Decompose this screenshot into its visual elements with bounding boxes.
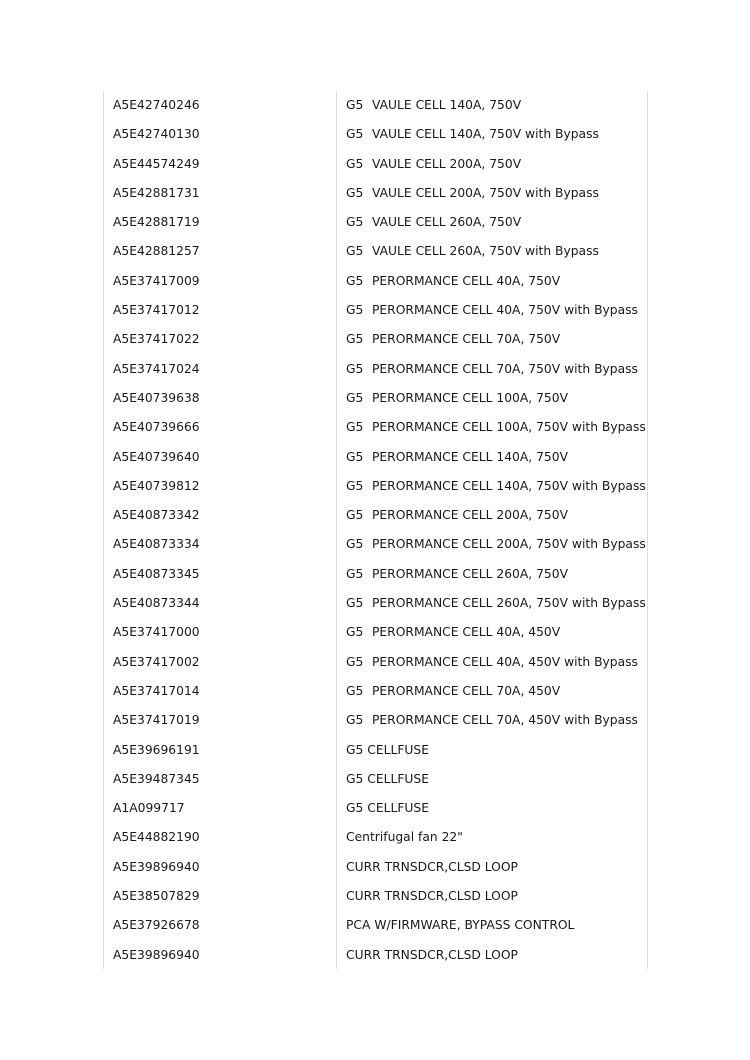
- table-row: [103, 765, 648, 794]
- description-text: G5 CELLFUSE: [346, 801, 429, 816]
- series-prefix: G5: [346, 185, 364, 200]
- description-text: PCA W/FIRMWARE, BYPASS CONTROL: [346, 918, 575, 933]
- table-row: [103, 384, 648, 413]
- series-prefix: G5: [346, 361, 364, 376]
- description-cell: [336, 823, 648, 852]
- series-prefix: G5: [346, 508, 364, 523]
- table-row: [103, 120, 648, 149]
- table-row: [103, 560, 648, 589]
- description-text: PERORMANCE CELL 70A, 450V: [372, 683, 561, 698]
- table-row: [103, 794, 648, 823]
- description-cell: [336, 150, 648, 179]
- description-cell: [336, 325, 648, 354]
- series-prefix: G5: [346, 244, 364, 259]
- description-cell: [336, 736, 648, 765]
- table-row: [103, 736, 648, 765]
- description-text: PERORMANCE CELL 40A, 750V with Bypass: [372, 303, 638, 318]
- series-prefix: G5: [346, 273, 364, 288]
- part-number-cell: A5E37417022: [113, 332, 200, 347]
- table-row: [103, 530, 648, 559]
- part-number-cell: A5E37417002: [113, 654, 200, 669]
- description-text: PERORMANCE CELL 200A, 750V: [372, 508, 568, 523]
- description-text: PERORMANCE CELL 100A, 750V: [372, 390, 568, 405]
- description-cell: [336, 501, 648, 530]
- description-text: G5 CELLFUSE: [346, 742, 429, 757]
- description-text: PERORMANCE CELL 70A, 750V: [372, 332, 561, 347]
- description-cell: [336, 237, 648, 266]
- description-cell: [336, 911, 648, 940]
- part-number-cell: A5E40873345: [113, 566, 200, 581]
- table-row: [103, 706, 648, 735]
- description-cell: [336, 91, 648, 120]
- description-cell: [336, 413, 648, 442]
- part-number-cell: A5E42881257: [113, 244, 200, 259]
- part-number-cell: A5E42740246: [113, 98, 200, 112]
- description-text: CURR TRNSDCR,CLSD LOOP: [346, 947, 518, 962]
- part-number-cell: A5E42740130: [113, 127, 200, 142]
- table-row: [103, 589, 648, 618]
- description-cell: [336, 384, 648, 413]
- description-text: VAULE CELL 140A, 750V: [372, 98, 522, 112]
- part-number-cell: A5E40739638: [113, 390, 200, 405]
- description-cell: [336, 267, 648, 296]
- part-number-cell: A5E44574249: [113, 156, 200, 171]
- part-number-cell: A5E37926678: [113, 918, 200, 933]
- description-cell: [336, 472, 648, 501]
- part-number-cell: A5E37417012: [113, 303, 200, 318]
- part-number-cell: A5E37417000: [113, 625, 200, 640]
- part-number-cell: A5E42881719: [113, 215, 200, 230]
- series-prefix: G5: [346, 98, 364, 112]
- series-prefix: G5: [346, 625, 364, 640]
- table-row: [103, 443, 648, 472]
- table-row: [103, 296, 648, 325]
- description-text: PERORMANCE CELL 260A, 750V with Bypass: [372, 596, 646, 611]
- table-row: [103, 823, 648, 852]
- description-cell: [336, 677, 648, 706]
- parts-table-sheet: [103, 91, 648, 969]
- table-row: [103, 618, 648, 647]
- table-row: [103, 179, 648, 208]
- series-prefix: G5: [346, 713, 364, 728]
- table-row: [103, 648, 648, 677]
- part-number-cell: A5E42881731: [113, 185, 200, 200]
- part-number-cell: A5E37417009: [113, 273, 200, 288]
- description-cell: [336, 443, 648, 472]
- part-number-cell: A5E40739812: [113, 478, 200, 493]
- table-row: [103, 472, 648, 501]
- table-row: [103, 267, 648, 296]
- description-text: PERORMANCE CELL 70A, 750V with Bypass: [372, 361, 638, 376]
- part-number-cell: A5E40873344: [113, 596, 200, 611]
- table-row: [103, 941, 648, 970]
- series-prefix: G5: [346, 566, 364, 581]
- description-text: PERORMANCE CELL 100A, 750V with Bypass: [372, 420, 646, 435]
- description-text: PERORMANCE CELL 140A, 750V with Bypass: [372, 478, 646, 493]
- description-cell: [336, 355, 648, 384]
- part-number-cell: A5E37417014: [113, 683, 200, 698]
- description-cell: [336, 794, 648, 823]
- table-row: [103, 150, 648, 179]
- series-prefix: G5: [346, 596, 364, 611]
- part-number-cell: A5E40873334: [113, 537, 200, 552]
- description-cell: [336, 179, 648, 208]
- description-cell: [336, 941, 648, 970]
- table-row: [103, 208, 648, 237]
- series-prefix: G5: [346, 303, 364, 318]
- parts-table: [103, 91, 648, 970]
- part-number-cell: A5E38507829: [113, 889, 200, 904]
- part-number-cell: A5E44882190: [113, 830, 200, 845]
- description-cell: [336, 589, 648, 618]
- description-cell: [336, 853, 648, 882]
- description-text: PERORMANCE CELL 40A, 450V with Bypass: [372, 654, 638, 669]
- part-number-cell: A5E39896940: [113, 859, 200, 874]
- part-number-cell: A5E39487345: [113, 771, 200, 786]
- part-number-cell: A5E37417024: [113, 361, 200, 376]
- series-prefix: G5: [346, 449, 364, 464]
- description-text: PERORMANCE CELL 40A, 750V: [372, 273, 561, 288]
- description-text: CURR TRNSDCR,CLSD LOOP: [346, 859, 518, 874]
- series-prefix: G5: [346, 127, 364, 142]
- table-row: [103, 91, 648, 120]
- description-text: PERORMANCE CELL 40A, 450V: [372, 625, 561, 640]
- description-text: VAULE CELL 260A, 750V: [372, 215, 522, 230]
- part-number-cell: A5E40739666: [113, 420, 200, 435]
- series-prefix: G5: [346, 478, 364, 493]
- part-number-cell: A5E40739640: [113, 449, 200, 464]
- part-number-cell: A1A099717: [113, 801, 185, 816]
- description-text: VAULE CELL 140A, 750V with Bypass: [372, 127, 599, 142]
- table-row: [103, 355, 648, 384]
- description-cell: [336, 882, 648, 911]
- part-number-cell: A5E40873342: [113, 508, 200, 523]
- table-row: [103, 325, 648, 354]
- part-number-cell: A5E39896940: [113, 947, 200, 962]
- table-row: [103, 677, 648, 706]
- description-cell: [336, 706, 648, 735]
- series-prefix: G5: [346, 332, 364, 347]
- description-cell: [336, 120, 648, 149]
- description-cell: [336, 648, 648, 677]
- description-cell: [336, 765, 648, 794]
- description-cell: [336, 296, 648, 325]
- description-text: PERORMANCE CELL 70A, 450V with Bypass: [372, 713, 638, 728]
- description-text: Centrifugal fan 22": [346, 830, 463, 845]
- description-cell: [336, 560, 648, 589]
- description-text: VAULE CELL 200A, 750V with Bypass: [372, 185, 599, 200]
- table-row: [103, 413, 648, 442]
- series-prefix: G5: [346, 683, 364, 698]
- series-prefix: G5: [346, 156, 364, 171]
- table-row: [103, 853, 648, 882]
- series-prefix: G5: [346, 537, 364, 552]
- description-cell: [336, 208, 648, 237]
- series-prefix: G5: [346, 390, 364, 405]
- series-prefix: G5: [346, 654, 364, 669]
- description-text: VAULE CELL 200A, 750V: [372, 156, 522, 171]
- description-text: VAULE CELL 260A, 750V with Bypass: [372, 244, 599, 259]
- parts-table-body: [103, 91, 648, 970]
- description-cell: [336, 530, 648, 559]
- series-prefix: G5: [346, 215, 364, 230]
- series-prefix: G5: [346, 420, 364, 435]
- table-row: [103, 911, 648, 940]
- table-row: [103, 237, 648, 266]
- description-text: CURR TRNSDCR,CLSD LOOP: [346, 889, 518, 904]
- description-text: G5 CELLFUSE: [346, 771, 429, 786]
- part-number-cell: A5E39696191: [113, 742, 200, 757]
- table-row: [103, 501, 648, 530]
- description-text: PERORMANCE CELL 140A, 750V: [372, 449, 568, 464]
- table-row: [103, 882, 648, 911]
- description-text: PERORMANCE CELL 260A, 750V: [372, 566, 568, 581]
- description-text: PERORMANCE CELL 200A, 750V with Bypass: [372, 537, 646, 552]
- part-number-cell: A5E37417019: [113, 713, 200, 728]
- description-cell: [336, 618, 648, 647]
